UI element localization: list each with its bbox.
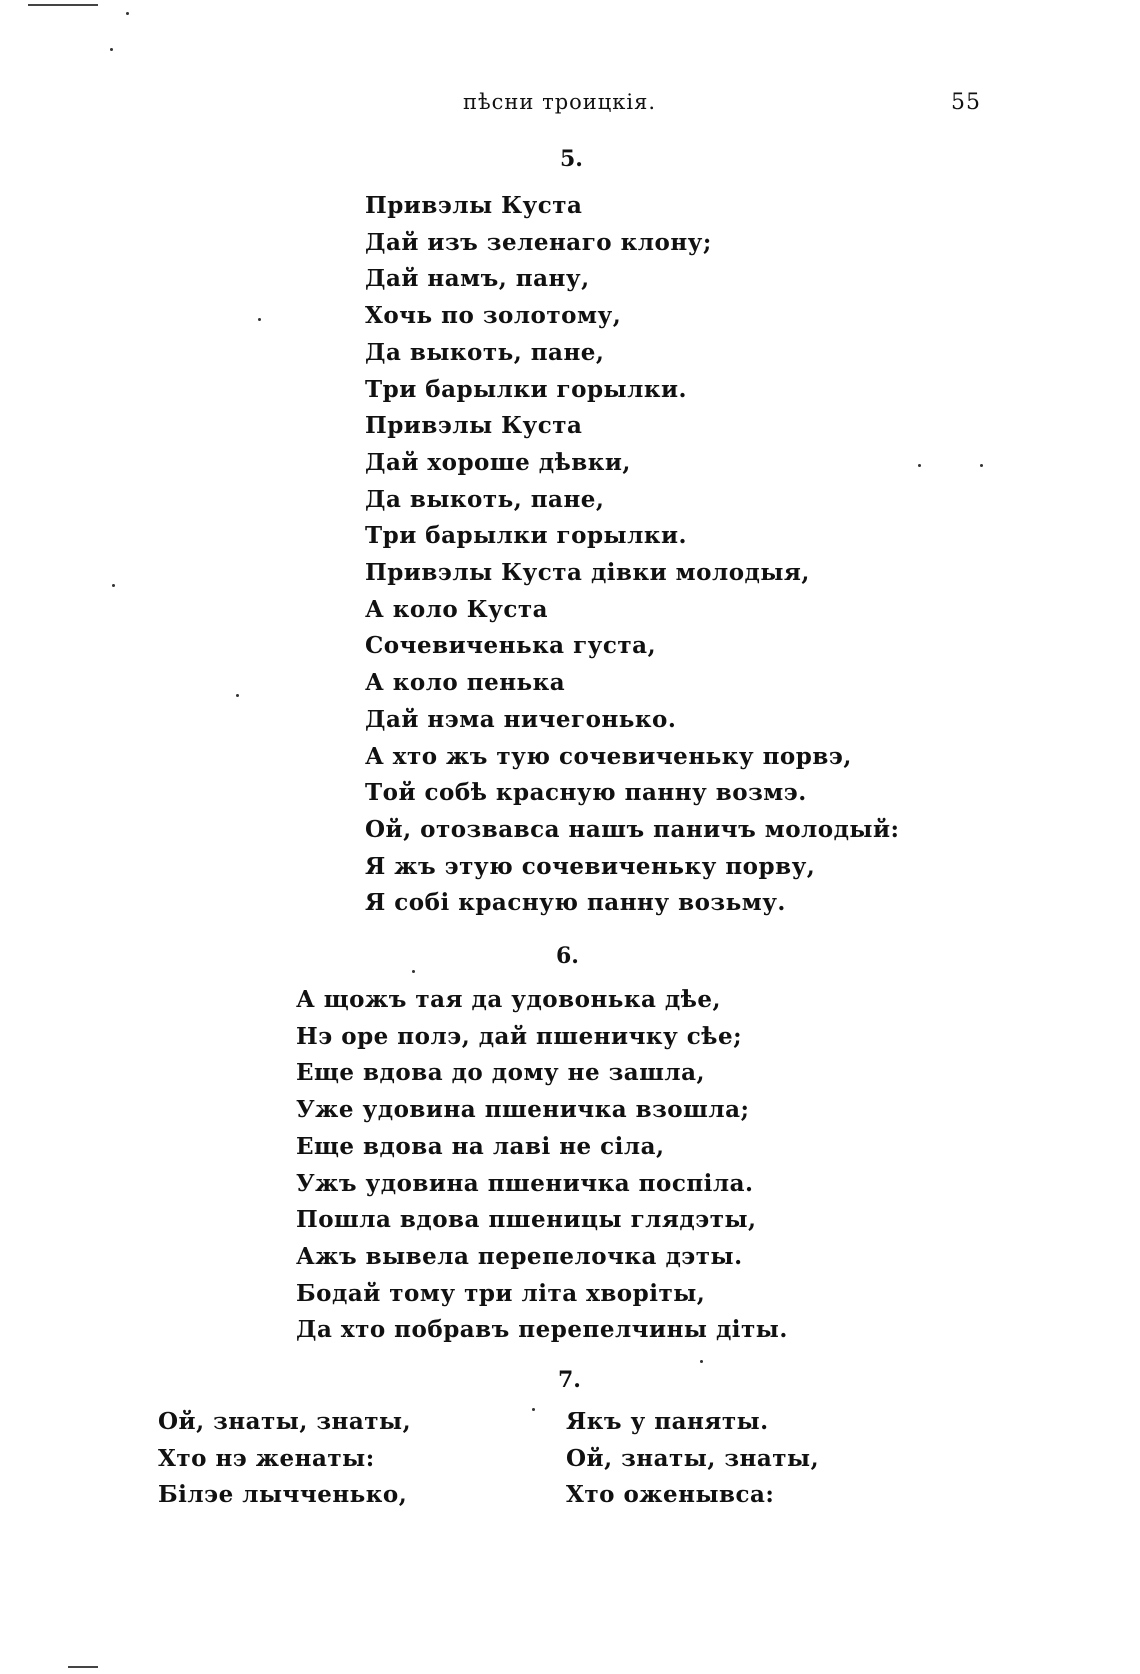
verse-line: Той собѣ красную панну возмэ.	[365, 779, 807, 807]
song-number: 5.	[560, 146, 583, 172]
scan-speck	[412, 970, 415, 973]
verse-line: Білэе лычченько,	[158, 1481, 408, 1509]
song-number: 7.	[558, 1367, 581, 1393]
scan-speck	[112, 584, 115, 587]
verse-line: Уже удовина пшеничка взошла;	[296, 1096, 750, 1124]
verse-line: Ужъ удовина пшеничка поспіла.	[296, 1169, 754, 1197]
verse-line: Хто оженывса:	[566, 1481, 775, 1509]
verse-line: Ой, знаты, знаты,	[566, 1444, 820, 1472]
verse-line: Привэлы Куста дівки молодыя,	[365, 559, 810, 587]
scan-speck	[700, 1360, 703, 1363]
verse-line: А коло пенька	[365, 669, 566, 697]
verse-line: Якъ у паняты.	[566, 1408, 769, 1435]
verse-line: Да хто побравъ перепелчины діты.	[296, 1316, 788, 1344]
scan-speck	[532, 1408, 535, 1411]
verse-line: Бодай тому три літа хворіты,	[296, 1279, 706, 1307]
scan-speck	[236, 694, 239, 697]
verse-line: А коло Куста	[365, 595, 549, 623]
verse-line: Сочевиченька густа,	[365, 632, 657, 660]
verse-line: Дай изъ зеленаго клону;	[365, 228, 712, 256]
scan-speck	[980, 464, 983, 467]
verse-line: Хто нэ женаты:	[158, 1444, 375, 1472]
verse-line: Дай намъ, пану,	[365, 265, 590, 293]
verse-line: Три барылки горылки.	[365, 522, 688, 550]
verse-line: А хто жъ тую сочевиченьку порвэ,	[365, 742, 852, 770]
song-7-right-column	[566, 1404, 819, 1514]
verse-line: Ой, знаты, знаты,	[158, 1408, 412, 1435]
running-title: пѣсни троицкія.	[463, 90, 657, 114]
verse-line: Ой, отозвавса нашъ паничъ молодый:	[365, 815, 900, 843]
verse-line: Я собі красную панну возьму.	[365, 889, 786, 917]
page-number: 55	[951, 90, 981, 115]
verse-line: Привэлы Куста	[365, 412, 583, 440]
song-number: 6.	[556, 943, 579, 969]
verse-line: Пошла вдова пшеницы глядэты,	[296, 1206, 757, 1234]
verse-line: Ажъ вывела перепелочка дэты.	[296, 1242, 743, 1270]
verse-line: Еще вдова до дому не зашла,	[296, 1059, 706, 1087]
song-7-left-column	[158, 1404, 411, 1514]
verse-line: Хочь по золотому,	[365, 302, 622, 330]
verse-line: А щожъ тая да удовонька дѣе,	[296, 986, 722, 1013]
verse-line: Нэ оре полэ, дай пшеничку сѣе;	[296, 1022, 743, 1050]
verse-line: Я жъ этую сочевиченьку порву,	[365, 852, 816, 880]
verse-line: Да выкоть, пане,	[365, 338, 605, 366]
verse-line: Привэлы Куста	[365, 192, 583, 219]
song-6-stanza	[296, 982, 788, 1349]
song-5-stanza	[365, 188, 900, 922]
verse-line: Еще вдова на лаві не сіла,	[296, 1132, 665, 1160]
scan-artifact	[68, 1666, 98, 1668]
scan-speck	[126, 12, 129, 15]
scan-speck	[110, 48, 113, 51]
scan-speck	[918, 464, 921, 467]
verse-line: Дай хороше дѣвки,	[365, 448, 631, 476]
scan-artifact	[28, 4, 98, 6]
verse-line: Дай нэма ничегонько.	[365, 705, 677, 733]
verse-line: Три барылки горылки.	[365, 375, 688, 403]
scan-speck	[258, 318, 261, 321]
verse-line: Да выкоть, пане,	[365, 485, 605, 513]
